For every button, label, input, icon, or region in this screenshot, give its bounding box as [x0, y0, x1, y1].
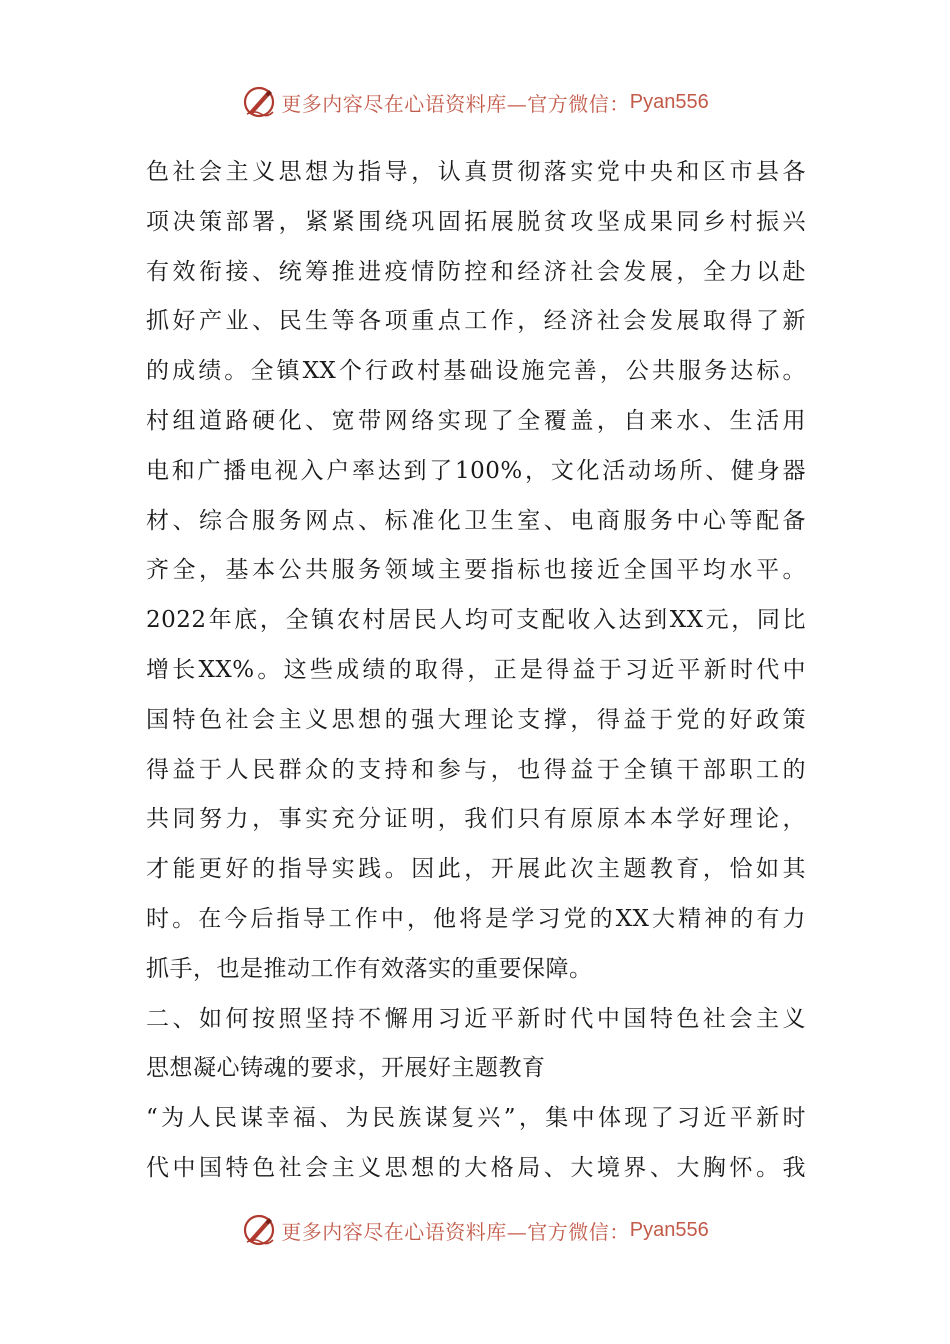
text-line: 的成绩。全镇XX个行政村基础设施完善，公共服务达标。 [146, 358, 806, 385]
footer-watermark [0, 1210, 950, 1250]
text-line: 色社会主义思想为指导，认真贯彻落实党中央和区市县各 [146, 159, 806, 185]
watermark-wechat-id: Pyan556 [629, 1218, 709, 1241]
section-heading-line: 思想凝心铸魂的要求，开展好主题教育 [146, 1055, 546, 1082]
text-line: 才能更好的指导实践。因此，开展此次主题教育，恰如其 [146, 856, 806, 883]
text-line: 项决策部署，紧紧围绕巩固拓展脱贫攻坚成果同乡村振兴 [146, 208, 806, 235]
text-line: 电和广播电视入户率达到了100%，文化活动场所、健身器 [146, 457, 806, 484]
header-watermark [0, 82, 950, 122]
text-line: 抓手，也是推动工作有效落实的重要保障。 [146, 955, 593, 982]
text-line: 国特色社会主义思想的强大理论支撑，得益于党的好政策 [146, 706, 806, 733]
text-line: 时。在今后指导工作中，他将是学习党的XX大精神的有力 [146, 905, 806, 932]
section-heading-line: 二、如何按照坚持不懈用习近平新时代中国特色社会主义 [146, 1005, 806, 1032]
pen-logo-icon [241, 84, 277, 120]
watermark-wechat-id: Pyan556 [629, 90, 709, 113]
text-line: 材、综合服务网点、标准化卫生室、电商服务中心等配备 [146, 507, 806, 534]
text-line: 增长XX%。这些成绩的取得，正是得益于习近平新时代中 [146, 656, 806, 683]
text-line: 村组道路硬化、宽带网络实现了全覆盖，自来水、生活用 [146, 407, 806, 434]
document-body [146, 148, 806, 1194]
pen-logo-icon [241, 1212, 277, 1248]
text-line: 共同努力，事实充分证明，我们只有原原本本学好理论， [146, 806, 806, 833]
text-line: 2022年底，全镇农村居民人均可支配收入达到XX元，同比 [146, 607, 806, 634]
watermark-text: 更多内容尽在心语资料库—官方微信： [281, 1219, 630, 1244]
text-line: 代中国特色社会主义思想的大格局、大境界、大胸怀。我 [146, 1154, 806, 1181]
text-line: 抓好产业、民生等各项重点工作，经济社会发展取得了新 [146, 308, 806, 335]
watermark-text: 更多内容尽在心语资料库—官方微信： [281, 91, 630, 116]
text-line: 得益于人民群众的支持和参与，也得益于全镇干部职工的 [146, 756, 806, 783]
text-line: 齐全，基本公共服务领域主要指标也接近全国平均水平。 [146, 557, 806, 584]
text-line: 有效衔接、统筹推进疫情防控和经济社会发展，全力以赴 [146, 258, 806, 285]
text-line: “为人民谋幸福、为民族谋复兴”，集中体现了习近平新时 [146, 1105, 806, 1132]
